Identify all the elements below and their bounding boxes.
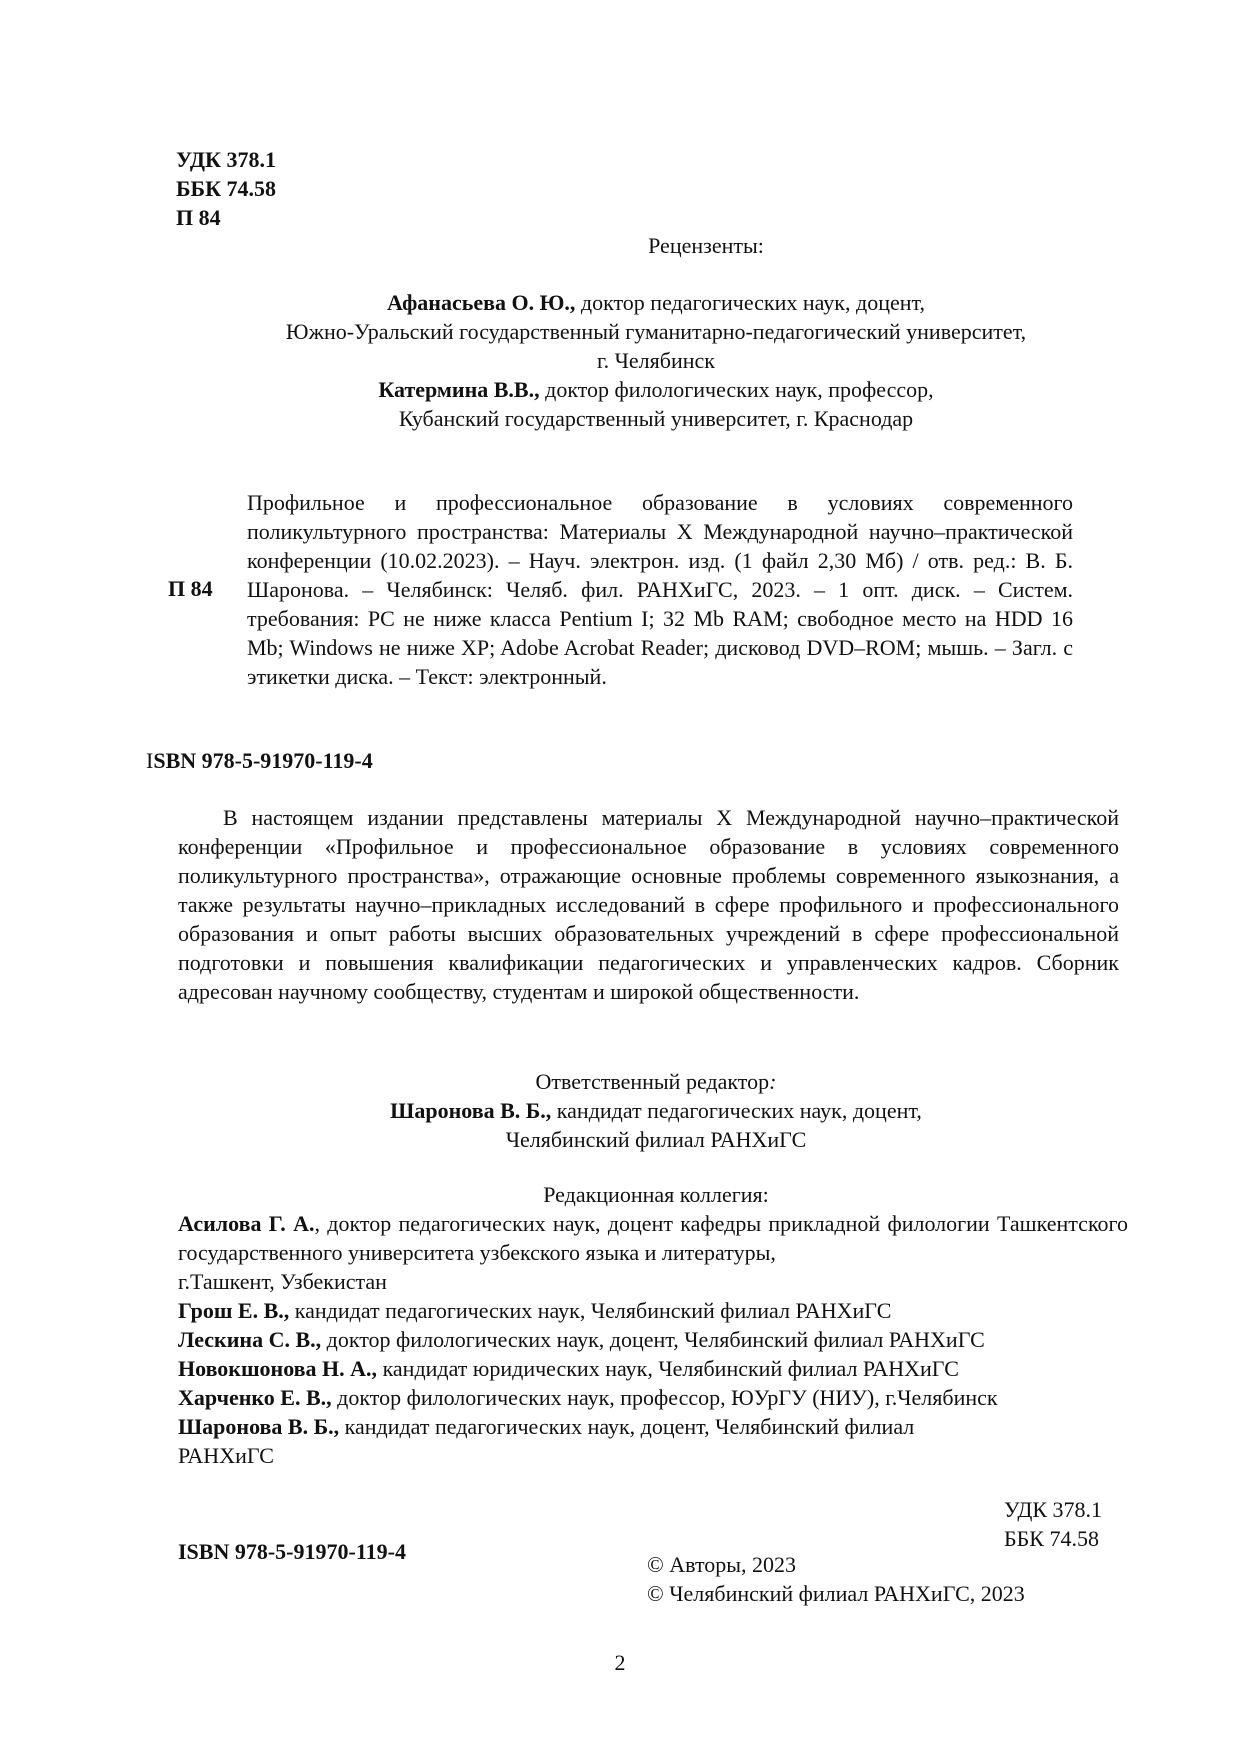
board-member-4-name: Новокшонова Н. А., [178,1356,378,1381]
editor-heading-text: Ответственный редактор [535,1069,770,1094]
board-member-5-name: Харченко Е. В., [178,1385,332,1410]
editor-title: кандидат педагогических наук, доцент, [551,1098,922,1123]
reviewer-2-title: доктор филологических наук, профессор, [539,377,934,402]
catalog-mark: П 84 [168,576,213,601]
board-heading: Редакционная коллегия: [543,1182,769,1207]
reviewer-2-line-1 [176,375,1136,404]
classification-codes [176,145,276,232]
reviewers-heading: Рецензенты: [648,233,764,258]
board-member-1 [178,1209,1128,1267]
udk-code: УДК 378.1 [176,147,277,172]
board-member-2 [178,1296,1128,1325]
board-member-4 [178,1354,1128,1383]
annotation-paragraph: В настоящем издании представлены материалы X Международной научно–практической конференции «Профильное и профессиональное образование в условиях современного поликультурного пространства», отражающие основные проблемы современного языкознания, а также результаты научно–прикладных исследований в сфере профильного и профессионального образования и опыт работы высших образовательных учреждений в сфере профессиональной подготовки и повышения квалификации педагогических и управленческих кадров. Сборник адресован научному сообществу, студентам и широкой общественности. [178,805,1119,1004]
board-member-6 [178,1412,1128,1441]
reviewer-1-city: г. Челябинск [597,348,715,373]
footer-isbn: ISBN 978-5-91970-119-4 [178,1539,406,1564]
board-member-2-desc: кандидат педагогических наук, Челябинский филиал РАНХиГС [289,1298,892,1323]
footer-udk: УДК 378.1 [1004,1497,1103,1522]
copyrights [647,1550,1025,1608]
reviewer-1-name: Афанасьева О. Ю., [387,290,576,315]
editor-heading-colon: : [769,1069,777,1094]
editor-org: Челябинский филиал РАНХиГС [505,1127,807,1152]
footer-bbk: ББК 74.58 [1004,1526,1099,1551]
board-member-2-name: Грош Е. В., [178,1298,290,1323]
reviewer-2-org: Кубанский государственный университет, г. Краснодар [398,406,914,431]
board-member-3-desc: доктор филологических наук, доцент, Челябинский филиал РАНХиГС [321,1327,985,1352]
reviewers-block [176,288,1136,433]
editor-name: Шаронова В. Б., [390,1098,552,1123]
board-member-5 [178,1383,1128,1412]
bbk-code: ББК 74.58 [176,176,277,201]
editor-line [176,1096,1136,1125]
board-member-5-desc: доктор филологических наук, профессор, ЮУрГУ (НИУ), г.Челябинск [331,1385,998,1410]
reviewer-2-name: Катермина В.В., [378,377,540,402]
board-member-1-name: Асилова Г. А. [178,1211,315,1236]
isbn-top-number: SBN 978-5-91970-119-4 [153,748,373,773]
reviewer-1-org: Южно-Уральский государственный гуманитарно-педагогический университет, [285,319,1027,344]
board-member-6-desc: кандидат педагогических наук, доцент, Челябинский филиал [339,1414,915,1439]
board-member-3-name: Лескина С. В., [178,1327,322,1352]
catalog-description: Профильное и профессиональное образование в условиях современного поликультурного пространства: Материалы X Международной научно–практической конференции (10.02.2023). – Науч. электрон. изд. (1 файл 2,30 Мб) / отв. ред.: В. Б. Шаронова. – Челябинск: Челяб. фил. РАНХиГС, 2023. – 1 опт. диск. – Систем. требования: PC не ниже класса Pentium I; 32 Mb RAM; свободное место на HDD 16 Mb; Windows не ниже XP; Adobe Acrobat Reader; дисковод DVD–ROM; мышь. – Загл. с этикетки диска. – Текст: электронный. [247,490,1073,689]
reviewer-1-line-1 [176,288,1136,317]
page-number: 2 [614,1650,626,1675]
board-member-1-city: г.Ташкент, Узбекистан [178,1269,387,1294]
isbn-top-prefix: I [146,748,154,773]
board-member-6-name: Шаронова В. Б., [178,1414,340,1439]
copyright-branch: © Челябинский филиал РАНХиГС, 2023 [647,1581,1025,1606]
board-member-4-desc: кандидат юридических наук, Челябинский филиал РАНХиГС [377,1356,959,1381]
editor-block [176,1067,1136,1154]
editorial-board [178,1209,1128,1470]
author-mark: П 84 [176,205,221,230]
editor-heading [176,1067,1136,1096]
board-member-1-desc: , доктор педагогических наук, доцент кафедры прикладной филологии Ташкентского государственного университета узбекского языка и литературы, [178,1211,1128,1265]
isbn-top [146,746,373,775]
board-member-6-org: РАНХиГС [178,1443,274,1468]
board-member-3 [178,1325,1128,1354]
copyright-authors: © Авторы, 2023 [647,1552,797,1577]
reviewer-1-title: доктор педагогических наук, доцент, [575,290,925,315]
footer-codes [1004,1495,1102,1553]
